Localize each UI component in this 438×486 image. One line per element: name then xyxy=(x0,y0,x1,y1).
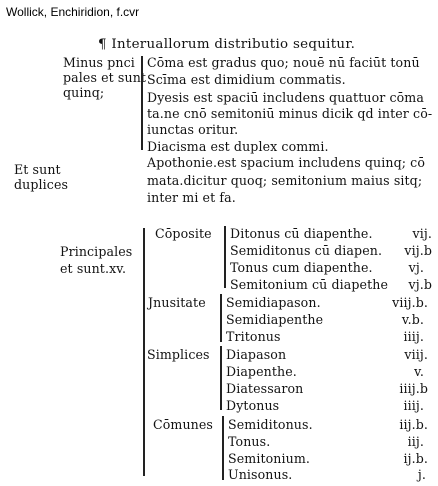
inusitate-num-1: viij.b. xyxy=(392,295,428,310)
minus-line-4: ta.ne cnō semitoniū minus dicik qd inter cō- xyxy=(147,106,433,121)
composite-num-2: vij.b xyxy=(404,243,432,258)
composite-num-3: vj. xyxy=(408,260,424,275)
label-minus-3: quinq; xyxy=(63,85,105,100)
comunes-num-3: ij.b. xyxy=(403,451,428,466)
minus-line-6: Diacisma est duplex commi. xyxy=(147,139,329,154)
inusitate-num-3: iiij. xyxy=(403,329,424,344)
composite-num-4: vj.b xyxy=(408,277,432,292)
composite-num-1: vij. xyxy=(412,226,432,241)
comunes-row-2: Tonus. xyxy=(228,434,271,449)
simplices-row-1: Diapason xyxy=(226,347,287,362)
inusitate-row-3: Tritonus xyxy=(226,329,281,344)
minus-line-2: Scīma est dimidium commatis. xyxy=(147,72,346,87)
simplices-num-3: iiij.b xyxy=(399,381,428,396)
duplices-line-2: mata.dicitur quoq; semitonium maius sitq; xyxy=(147,173,423,188)
label-minus-1: Minus pnci xyxy=(63,55,135,70)
minus-line-1: Cōma est gradus quo; nouē nū faciūt tonū xyxy=(147,55,420,70)
comunes-row-4: Unisonus. xyxy=(228,467,293,482)
comunes-num-1: iij.b. xyxy=(399,417,428,432)
simplices-num-4: iiij. xyxy=(403,398,424,413)
brace-principales xyxy=(143,228,145,476)
simplices-num-2: v. xyxy=(414,364,424,379)
simplices-num-1: viij. xyxy=(404,347,428,362)
simplices-row-4: Dytonus xyxy=(226,398,280,413)
minus-line-3: Dyesis est spaciū includens quattuor cōma xyxy=(147,90,424,105)
image-caption: Wollick, Enchiridion, f.cvr xyxy=(6,5,140,19)
duplices-line-1: Apothonie.est spacium includens quinq; cō xyxy=(147,155,426,170)
simplices-row-3: Diatessaron xyxy=(226,381,304,396)
brace-composite xyxy=(224,226,226,288)
label-duplices-2: duplices xyxy=(14,177,69,192)
duplices-line-3: inter mi et fa. xyxy=(147,190,236,205)
inusitate-row-1: Semidiapason. xyxy=(226,295,321,310)
brace-minus xyxy=(141,56,143,150)
inusitate-num-2: v.b. xyxy=(401,312,424,327)
composite-row-4: Semitonium cū diapethe xyxy=(230,277,388,292)
comunes-row-1: Semiditonus. xyxy=(228,417,313,432)
comunes-row-3: Semitonium. xyxy=(228,451,310,466)
label-principales-1: Principales xyxy=(60,244,133,259)
group-label-simplices: Simplices xyxy=(147,347,210,362)
minus-line-5: iunctas oritur. xyxy=(147,122,239,137)
composite-row-1: Ditonus cū diapenthe. xyxy=(230,226,373,241)
composite-row-2: Semiditonus cū diapen. xyxy=(230,243,383,258)
simplices-row-2: Diapenthe. xyxy=(226,364,297,379)
brace-simplices xyxy=(220,346,222,410)
comunes-num-4: j. xyxy=(417,467,426,482)
group-label-inusitate: Jnusitate xyxy=(148,295,206,310)
comunes-num-2: iij. xyxy=(407,434,424,449)
brace-comunes xyxy=(222,416,224,480)
inusitate-row-2: Semidiapenthe xyxy=(226,312,324,327)
label-duplices-1: Et sunt xyxy=(14,162,61,177)
label-minus-2: pales et sunt xyxy=(63,70,147,85)
brace-inusitate xyxy=(220,294,222,342)
group-label-composite: Cōposite xyxy=(155,226,212,241)
label-principales-2: et sunt.xv. xyxy=(60,261,127,276)
composite-row-3: Tonus cum diapenthe. xyxy=(230,260,373,275)
section-title: ¶ Interuallorum distributio sequitur. xyxy=(98,37,356,52)
group-label-comunes: Cōmunes xyxy=(153,417,213,432)
